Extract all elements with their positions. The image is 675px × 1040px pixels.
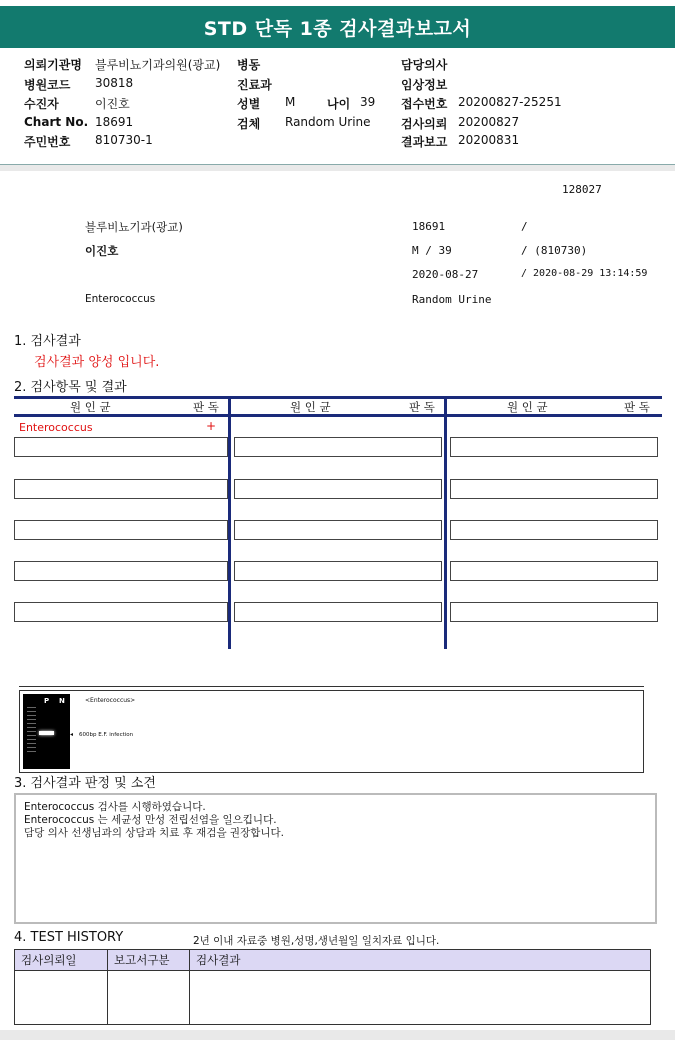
clinical-label: 임상정보 bbox=[401, 78, 448, 92]
age-label: 나이 bbox=[327, 97, 351, 111]
specimen-value: Random Urine bbox=[285, 115, 371, 129]
code-value: 30818 bbox=[95, 76, 134, 90]
result-box bbox=[14, 479, 228, 499]
section3-title: 3. 검사결과 판정 및 소견 bbox=[14, 776, 156, 791]
report-date-label: 결과보고 bbox=[401, 135, 448, 149]
history-cell bbox=[15, 971, 108, 1025]
band-arrow: ◂ bbox=[70, 731, 74, 738]
result-box bbox=[450, 602, 658, 622]
row1-judge: + bbox=[206, 419, 217, 433]
section4-title: 4. TEST HISTORY bbox=[14, 930, 124, 945]
result-box bbox=[234, 479, 442, 499]
ward-label: 병동 bbox=[237, 58, 261, 72]
result-box bbox=[234, 602, 442, 622]
opinion-line-2: Enterococcus 는 세균성 만성 전립선염을 일으킵니다. bbox=[24, 814, 277, 826]
header-gap bbox=[0, 165, 675, 171]
result-box bbox=[14, 602, 228, 622]
result-box bbox=[450, 479, 658, 499]
table-header-rule bbox=[14, 414, 662, 417]
gel-image bbox=[23, 694, 70, 769]
detail-specimen: Random Urine bbox=[412, 293, 492, 306]
band-label: 600bp E.F. infection bbox=[79, 732, 134, 738]
col-pathogen-1: 원 인 균 bbox=[70, 400, 111, 414]
col-pathogen-3: 원 인 균 bbox=[507, 400, 548, 414]
section1-result: 검사결과 양성 입니다. bbox=[34, 355, 160, 370]
detail-date1: 2020-08-27 bbox=[412, 268, 479, 281]
result-box bbox=[450, 561, 658, 581]
result-box bbox=[234, 437, 442, 457]
table-col-divider-1 bbox=[228, 396, 231, 649]
opinion-box bbox=[14, 793, 657, 924]
page-bottom bbox=[0, 1030, 675, 1040]
section1-title: 1. 검사결과 bbox=[14, 334, 81, 349]
institution-label: 의뢰기관명 bbox=[24, 58, 82, 72]
result-box bbox=[450, 520, 658, 540]
row1-pathogen: Enterococcus bbox=[19, 421, 93, 434]
opinion-line-3: 담당 의사 선생님과의 상담과 치료 후 재검을 권장합니다. bbox=[24, 827, 284, 839]
table-top-rule bbox=[14, 396, 662, 399]
detail-chart: 18691 bbox=[412, 220, 446, 233]
section4-note: 2년 이내 자료중 병원,성명,생년월일 일치자료 입니다. bbox=[193, 935, 440, 947]
detail-date2: / 2020-08-29 13:14:59 bbox=[521, 268, 648, 279]
idno-value: 810730-1 bbox=[95, 133, 153, 147]
table-col-divider-2 bbox=[444, 396, 447, 649]
request-value: 20200827 bbox=[458, 115, 520, 129]
detail-name: 이진호 bbox=[85, 244, 119, 258]
gel-caption: <Enterococcus> bbox=[85, 697, 136, 704]
lane-p-label: P bbox=[44, 697, 50, 705]
result-box bbox=[14, 520, 228, 540]
detail-sex-age: M / 39 bbox=[412, 244, 452, 257]
detail-slash: / bbox=[521, 220, 528, 233]
sex-label: 성별 bbox=[237, 97, 261, 111]
report-title: STD 단독 1종 검사결과보고서 bbox=[0, 6, 675, 48]
result-box bbox=[14, 437, 228, 457]
receipt-label: 접수번호 bbox=[401, 97, 448, 111]
patient-value: 이진호 bbox=[95, 97, 130, 111]
chart-value: 18691 bbox=[95, 115, 134, 129]
idno-label: 주민번호 bbox=[24, 135, 71, 149]
col-judge-1: 판 독 bbox=[193, 400, 219, 414]
detail-organism: Enterococcus bbox=[85, 293, 156, 305]
col-judge-2: 판 독 bbox=[409, 400, 435, 414]
history-col-report-type: 보고서구분 bbox=[108, 950, 190, 971]
chart-label: Chart No. bbox=[24, 115, 89, 129]
result-box bbox=[450, 437, 658, 457]
specimen-label: 검체 bbox=[237, 117, 261, 131]
institution-value: 블루비뇨기과의원(광교) bbox=[95, 58, 221, 72]
image-top-rule bbox=[19, 686, 644, 687]
request-label: 검사의뢰 bbox=[401, 117, 448, 131]
col-pathogen-2: 원 인 균 bbox=[290, 400, 331, 414]
history-col-request-date: 검사의뢰일 bbox=[15, 950, 108, 971]
patient-label: 수진자 bbox=[24, 97, 59, 111]
detail-clinic: 블루비뇨기과(광교) bbox=[85, 220, 183, 234]
report-date-value: 20200831 bbox=[458, 133, 520, 147]
result-box bbox=[234, 561, 442, 581]
opinion-line-1: Enterococcus 검사를 시행하였습니다. bbox=[24, 801, 206, 813]
ladder-lane bbox=[27, 704, 36, 752]
age-value: 39 bbox=[360, 95, 376, 109]
history-table bbox=[14, 949, 651, 1025]
dept-label: 진료과 bbox=[237, 78, 272, 92]
result-box bbox=[234, 520, 442, 540]
result-box bbox=[14, 561, 228, 581]
col-judge-3: 판 독 bbox=[624, 400, 650, 414]
history-col-result: 검사결과 bbox=[190, 950, 651, 971]
receipt-value: 20200827-25251 bbox=[458, 95, 562, 109]
section2-title: 2. 검사항목 및 결과 bbox=[14, 380, 127, 395]
doctor-label: 담당의사 bbox=[401, 58, 448, 72]
band-p bbox=[39, 731, 54, 735]
lane-n-label: N bbox=[59, 697, 65, 705]
report-number: 128027 bbox=[562, 183, 602, 196]
sex-value: M bbox=[285, 95, 296, 109]
detail-birth: / (810730) bbox=[521, 244, 588, 257]
history-cell bbox=[108, 971, 190, 1025]
history-cell bbox=[190, 971, 651, 1025]
code-label: 병원코드 bbox=[24, 78, 71, 92]
